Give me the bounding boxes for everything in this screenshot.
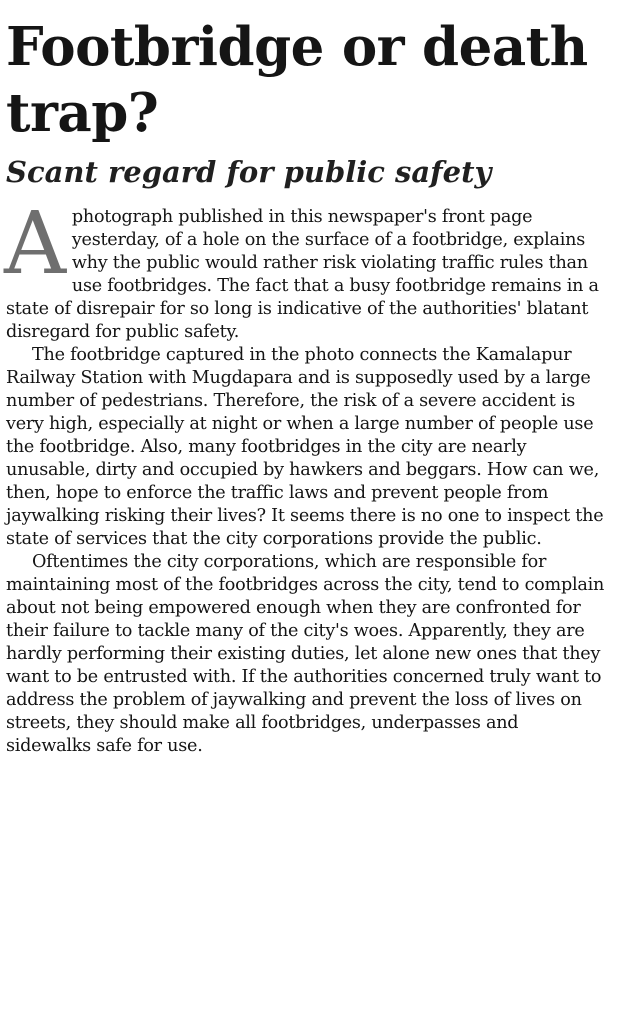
subheadline: Scant regard for public safety xyxy=(6,155,492,189)
article-body xyxy=(4,194,606,758)
drop-cap: A xyxy=(4,194,66,294)
paragraph-1 xyxy=(4,194,606,344)
paragraph-2: The footbridge captured in the photo connects the Kamalapur Railway Station with Mugdapara and is supposedly used by a large number of pedestrians. Therefore, the risk of a severe accident is very high, especially at night or when a large number of people use the footbridge. Also, many footbridges in the city are nearly unusable, dirty and occupied by hawkers and beggars. How can we, then, hope to enforce the traffic laws and prevent people from jaywalking risking their lives? It seems there is no one to inspect the state of services that the city corporations provide the public. xyxy=(6,345,604,549)
paragraph-3: Oftentimes the city corporations, which are responsible for maintaining most of the footbridges across the city, tend to complain about not being empowered enough when they are confronted for their failure to tackle many of the city's woes. Apparently, they are hardly performing their existing duties, let alone new ones that they want to be entrusted with. If the authorities concerned truly want to address the problem of jaywalking and prevent the loss of lives on streets, they should make all footbridges, underpasses and sidewalks safe for use. xyxy=(6,552,605,756)
headline: Footbridge or death trap? xyxy=(6,16,588,144)
editorial-article xyxy=(6,14,606,758)
paragraph-1-text: photograph published in this newspaper's front page yesterday, of a hole on the surface of a footbridge, explains why the public would rather risk violating traffic rules than use footbridges. The fact that a busy footbridge remains in a state of disrepair for so long is indicative of the authorities' blatant disregard for public safety. xyxy=(6,207,599,342)
